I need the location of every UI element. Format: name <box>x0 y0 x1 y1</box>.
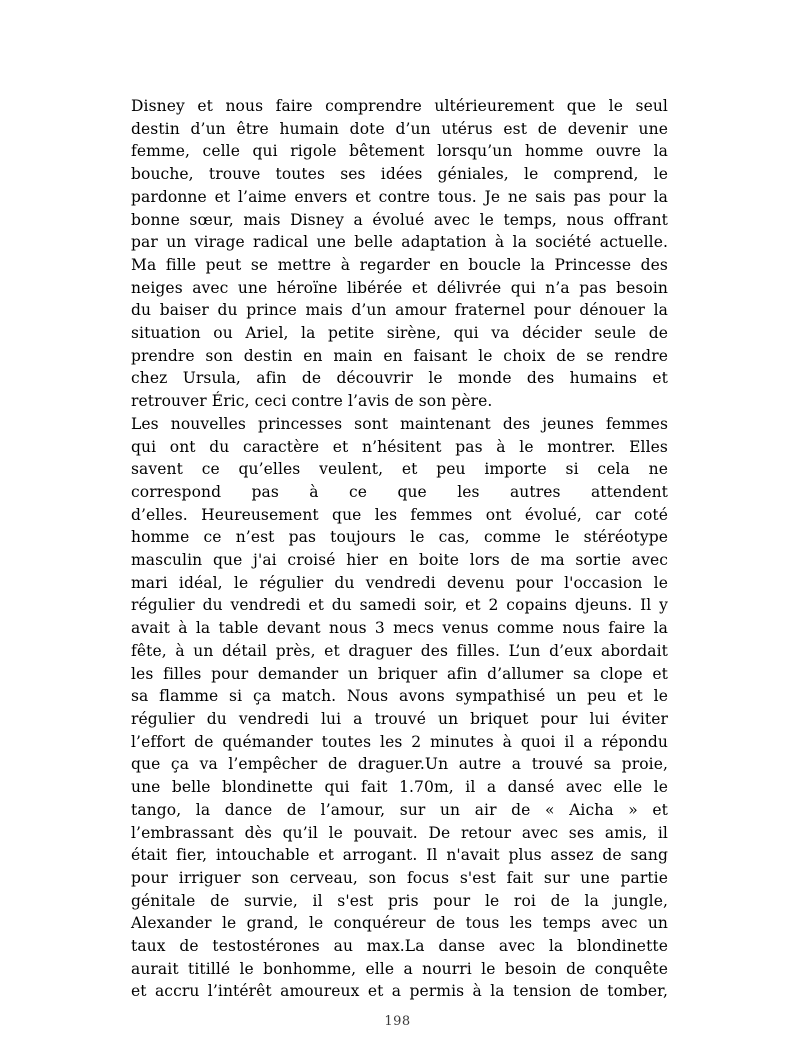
text-line: que ça va l’empêcher de draguer.Un autre a trouvé sa proie, <box>131 755 668 774</box>
text-line: l’effort de quémander toutes les 2 minutes à quoi il a répondu <box>131 732 668 751</box>
text-line: par un virage radical une belle adaptation à la société actuelle. <box>131 233 668 252</box>
text-line: chez Ursula, afin de découvrir le monde des humains et <box>131 369 668 388</box>
text-line: masculin que j'ai croisé hier en boite lors de ma sortie avec <box>131 551 668 570</box>
text-line: neiges avec une héroïne libérée et délivrée qui n’a pas besoin <box>131 278 668 297</box>
text-line: prendre son destin en main en faisant le choix de se rendre <box>131 346 668 365</box>
text-line: génitale de survie, il s'est pris pour le roi de la jungle, <box>131 891 668 910</box>
text-line: Ma fille peut se mettre à regarder en boucle la Princesse des <box>131 255 668 274</box>
text-line: savent ce qu’elles veulent, et peu importe si cela ne <box>131 460 668 479</box>
text-line: avait à la table devant nous 3 mecs venus comme nous faire la <box>131 619 668 638</box>
text-line: régulier du vendredi et du samedi soir, et 2 copains djeuns. Il y <box>131 596 668 615</box>
text-line: mari idéal, le régulier du vendredi devenu pour l'occasion le <box>131 573 668 592</box>
text-line: du baiser du prince mais d’un amour fraternel pour dénouer la <box>131 301 668 320</box>
text-line: Alexander le grand, le conquéreur de tous les temps avec un <box>131 914 668 933</box>
text-line: retrouver Éric, ceci contre l’avis de son père. <box>131 392 493 411</box>
text-line: bonne sœur, mais Disney a évolué avec le temps, nous offrant <box>131 210 668 229</box>
text-line: taux de testostérones au max.La danse avec la blondinette <box>131 937 668 956</box>
text-line: d’elles. Heureusement que les femmes ont évolué, car coté <box>131 505 668 524</box>
body-text <box>131 95 668 1003</box>
text-line: Disney et nous faire comprendre ultérieurement que le seul <box>131 97 668 115</box>
text-line: Les nouvelles princesses sont maintenant des jeunes femmes <box>131 414 668 433</box>
text-line: situation ou Ariel, la petite sirène, qui va décider seule de <box>131 324 668 343</box>
text-line: tango, la dance de l’amour, sur un air de « Aicha » et <box>131 800 668 819</box>
text-line: bouche, trouve toutes ses idées géniales, le comprend, le <box>131 165 668 184</box>
text-line: destin d’un être humain dote d’un utérus est de devenir une <box>131 119 668 138</box>
text-line: l’embrassant dès qu’il le pouvait. De retour avec ses amis, il <box>131 823 668 842</box>
text-line: pardonne et l’aime envers et contre tous. Je ne sais pas pour la <box>131 187 668 206</box>
text-line: aurait titillé le bonhomme, elle a nourri le besoin de conquête <box>131 959 668 978</box>
text-line: une belle blondinette qui fait 1.70m, il a dansé avec elle le <box>131 778 668 797</box>
text-line: était fier, intouchable et arrogant. Il n'avait plus assez de sang <box>131 846 668 865</box>
text-line: les filles pour demander un briquer afin d’allumer sa clope et <box>131 664 668 683</box>
text-line: sa flamme si ça match. Nous avons sympathisé un peu et le <box>131 687 668 706</box>
text-line: homme ce n’est pas toujours le cas, comme le stéréotype <box>131 528 668 547</box>
page-number: 198 <box>384 1014 411 1029</box>
text-line: correspond pas à ce que les autres attendent <box>131 482 668 501</box>
text-line: femme, celle qui rigole bêtement lorsqu’un homme ouvre la <box>131 142 668 161</box>
text-line: pour irriguer son cerveau, son focus s'est fait sur une partie <box>131 868 668 887</box>
text-line: régulier du vendredi lui a trouvé un briquet pour lui éviter <box>131 709 668 728</box>
text-line: et accru l’intérêt amoureux et a permis à la tension de tomber, <box>131 982 668 1001</box>
text-line: fête, à un détail près, et draguer des filles. L’un d’eux abordait <box>131 641 668 660</box>
text-line: qui ont du caractère et n’hésitent pas à le montrer. Elles <box>131 437 668 456</box>
